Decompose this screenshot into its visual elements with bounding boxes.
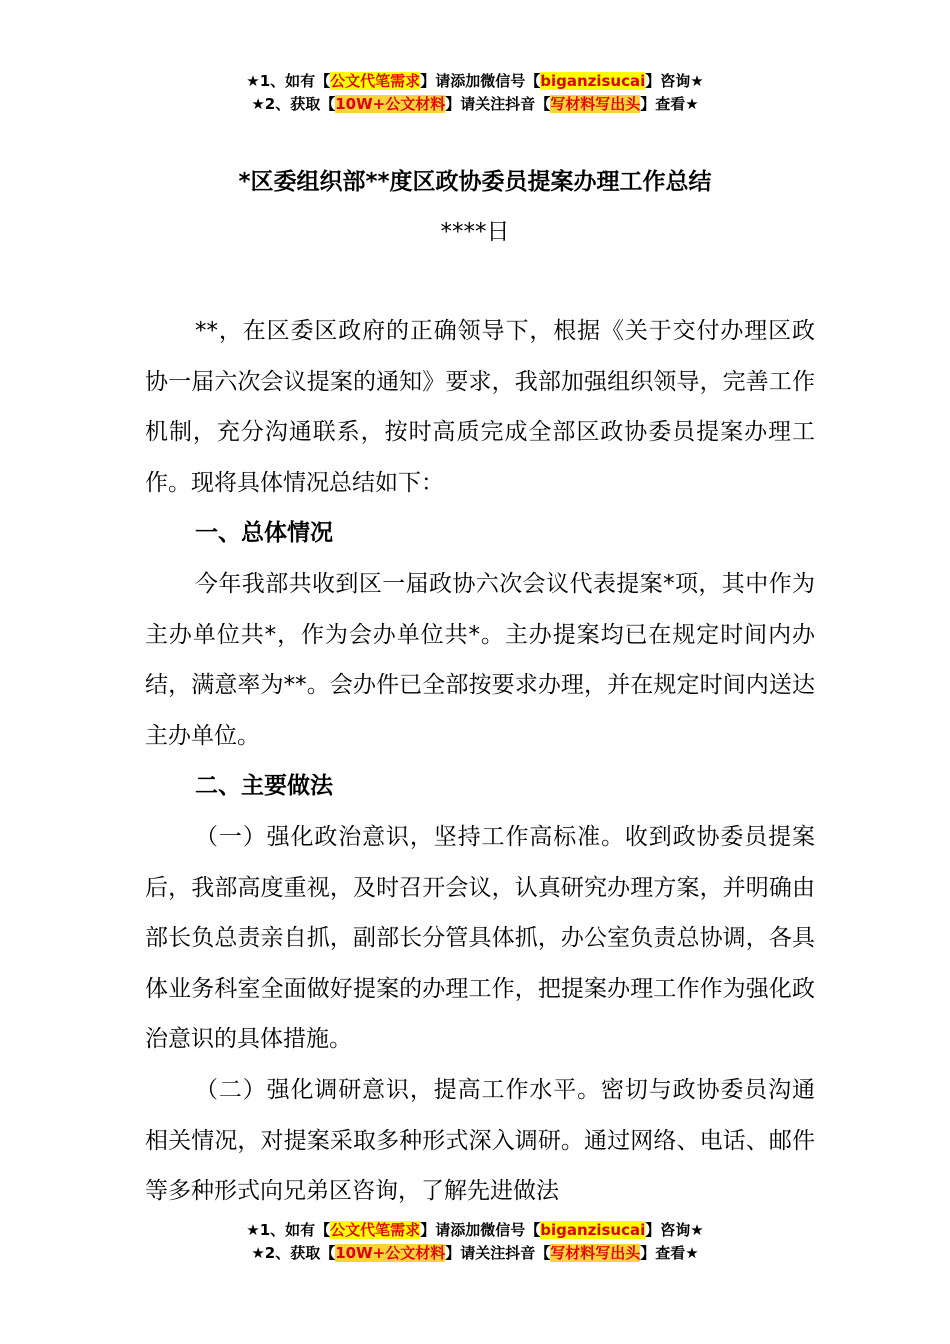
section-heading: 一、总体情况	[195, 520, 333, 547]
banner-text: 】请添加微信号【	[420, 1221, 541, 1239]
banner-text: ★2、获取【	[251, 1244, 336, 1262]
banner-text: 】请关注抖音【	[445, 1244, 551, 1262]
section-paragraph: （一）强化政治意识，坚持工作高标准。收到政协委员提案后，我部高度重视，及时召开会议，认真研究办理方案，并明确由部长负总责亲自抓，副部长分管具体抓，办公室负责总协调，各具体业务科室全面做好提案的办理工作，把提案办理工作作为强化政治意识的具体措施。	[145, 823, 815, 1053]
banner-text: ★1、如有【	[246, 1221, 331, 1239]
banner-highlight: 10W+公文材料	[335, 1244, 446, 1262]
banner-line-2	[0, 1242, 950, 1265]
banner-text: 】咨询★	[645, 1221, 704, 1239]
banner-text: 】查看★	[640, 1244, 699, 1262]
top-banner	[0, 70, 950, 116]
banner-text: 】请添加微信号【	[420, 72, 541, 90]
intro-paragraph: **，在区委区政府的正确领导下，根据《关于交付办理区政协一届六次会议提案的通知》要求，我部加强组织领导，完善工作机制，充分沟通联系，按时高质完成全部区政协委员提案办理工作。现将具体情况总结如下：	[145, 318, 815, 496]
section-paragraph: （二）强化调研意识，提高工作水平。密切与政协委员沟通相关情况，对提案采取多种形式深入调研。通过网络、电话、邮件等多种形式向兄弟区咨询，了解先进做法	[145, 1076, 815, 1205]
document-body	[145, 306, 815, 1217]
banner-line-1	[0, 1219, 950, 1242]
banner-highlight: 写材料写出头	[550, 1244, 641, 1262]
bottom-banner	[0, 1219, 950, 1265]
banner-highlight: biganzisucai	[540, 72, 646, 90]
banner-text: ★2、获取【	[251, 95, 336, 113]
banner-highlight: 写材料写出头	[550, 95, 641, 113]
section-paragraph: 今年我部共收到区一届政协六次会议代表提案*项，其中作为主办单位共*，作为会办单位共*。主办提案均已在规定时间内办结，满意率为**。会办件已全部按要求办理，并在规定时间内送达主办单位。	[145, 570, 815, 749]
banner-line-1	[0, 70, 950, 93]
banner-highlight: 公文代笔需求	[330, 72, 421, 90]
document-date: ****日	[440, 219, 510, 245]
banner-text: 】请关注抖音【	[445, 95, 551, 113]
banner-text: 】咨询★	[645, 72, 704, 90]
banner-highlight: biganzisucai	[540, 1221, 646, 1239]
banner-text: ★1、如有【	[246, 72, 331, 90]
banner-line-2	[0, 93, 950, 116]
banner-highlight: 10W+公文材料	[335, 95, 446, 113]
banner-highlight: 公文代笔需求	[330, 1221, 421, 1239]
document-title: *区委组织部**度区政协委员提案办理工作总结	[238, 169, 712, 195]
section-heading: 二、主要做法	[195, 773, 333, 800]
banner-text: 】查看★	[640, 95, 699, 113]
